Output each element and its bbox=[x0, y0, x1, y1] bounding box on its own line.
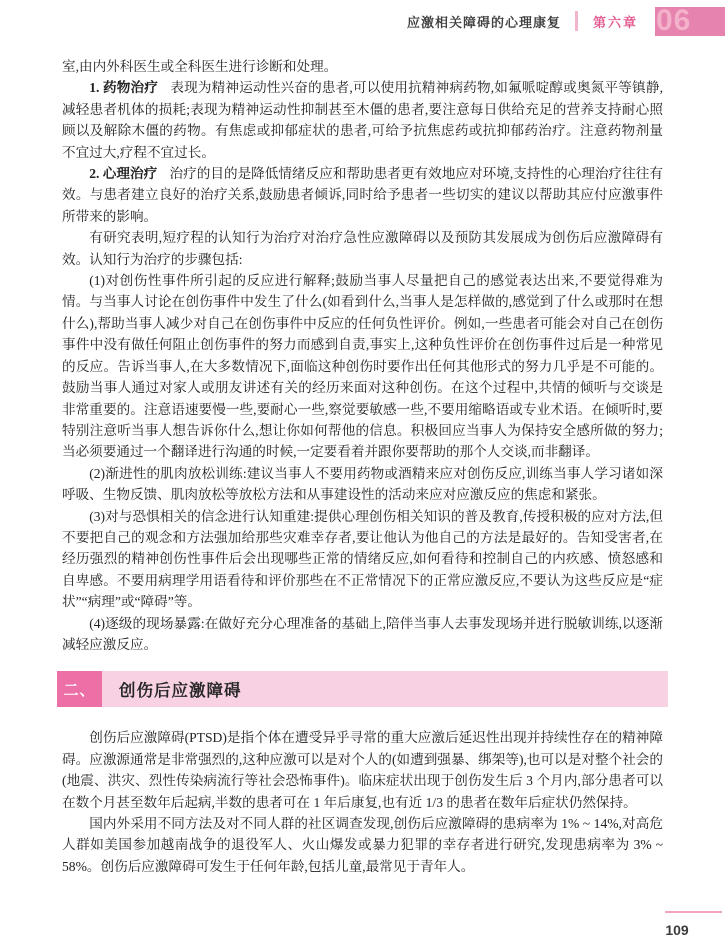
section-body bbox=[62, 727, 663, 877]
paragraph-ptsd-definition: 创伤后应激障碍(PTSD)是指个体在遭受异乎寻常的重大应激后延迟性出现并持续性存在的精神障碍。应激源通常是非常强烈的,这种应激可以是对个人的(如遭到强暴、绑架等),也可以是对整个社会的(地震、洪灾、烈性传染病流行等社会恐怖事件)。临床症状出现于创伤发生后 3 个月内,部分患者可以在数个月甚至数年后起病,半数的患者可在 1 年后康复,也有近 1/3 的患者在数年后症状仍然保持。 bbox=[62, 730, 663, 810]
paragraph-step-3: (3)对与恐惧相关的信念进行认知重建:提供心理创伤相关知识的普及教育,传授积极的应对方法,但不要把自己的观念和方法强加给那些灾难幸存者,要让他认为他自己的方法是最好的。告知受害者,在经历强烈的精神创伤性事件后会出现哪些正常的情绪反应,如何看待和控制自己的内疚感、愤怒感和自卑感。不要用病理学用语看待和评价那些在不正常情况下的正常应激反应,不要认为这些反应是“症状”“病理”或“障碍”等。 bbox=[62, 508, 663, 610]
paragraph-continuation: 室,由内外科医生或全科医生进行诊断和处理。 bbox=[62, 59, 338, 74]
paragraph-step-2: (2)渐进性的肌肉放松训练:建议当事人不要用药物或酒精来应对创伤反应,训练当事人学习诸如深呼吸、生物反馈、肌肉放松等放松方法和从事建设性的活动来应对应激反应的焦虑和紧张。 bbox=[62, 465, 663, 503]
chapter-number: 06 bbox=[656, 6, 692, 36]
paragraph-step-1: (1)对创伤性事件所引起的反应进行解释;鼓励当事人尽量把自己的感觉表达出来,不要觉得难为情。与当事人讨论在创伤事件中发生了什么(如看到什么,当事人是怎样做的,感觉到了什么或那时在想什么),帮助当事人减少对自己在创伤事件中反应的任何负性评价。例如,一些患者可能会对自己在创伤事件中没有做任何阻止创伤事件的努力而感到自责,事实上,这种负性评价在创伤事件过后是一种常见的反应。告诉当事人,在大多数情况下,面临这种创伤时要作出任何其他形式的努力几乎是不可能的。鼓励当事人通过对家人或朋友讲述有关的经历来面对这种创伤。在这个过程中,共情的倾听与交谈是非常重要的。注意语速要慢一些,要耐心一些,察觉要敏感一些,不要用缩略语或专业术语。在倾听时,要特别注意听当事人想告诉你什么,想让你如何帮他的信息。积极回应当事人为保持安全感所做的努力;当必须要通过一个翻译进行沟通的时候,一定要看着并跟你要帮助的那个人交谈,而非翻译。 bbox=[62, 273, 663, 460]
paragraph-text: 表现为精神运动性兴奋的患者,可以使用抗精神病药物,如氟哌啶醇或奥氮平等镇静,减轻患者机体的损耗;表现为精神运动性抑制甚至木僵的患者,要注意每日供给充足的营养支持耐心照顾以及解除木僵的药物。有焦虑或抑郁症状的患者,可给予抗焦虑药或抗抑郁药治疗。注意药物剂量不宜过大,疗程不宜过长。 bbox=[62, 80, 664, 160]
page-number: 109 bbox=[665, 922, 689, 938]
body-text bbox=[62, 56, 663, 877]
section-heading bbox=[57, 671, 668, 707]
paragraph-step-4: (4)逐级的现场暴露:在做好充分心理准备的基础上,陪伴当事人去事发现场并进行脱敏训练,以逐渐减轻应激反应。 bbox=[62, 615, 663, 652]
paragraph-cbt-intro: 有研究表明,短疗程的认知行为治疗对治疗急性应激障碍以及预防其发展成为创伤后应激障碍有效。认知行为治疗的步骤包括: bbox=[62, 230, 663, 267]
paragraph-psychotherapy bbox=[62, 163, 663, 227]
page-header bbox=[0, 6, 725, 36]
paragraph-drug-treatment bbox=[62, 77, 663, 163]
paragraph-ptsd-prevalence: 国内外采用不同方法及对不同人群的社区调查发现,创伤后应激障碍的患病率为 1% ~ 14%,对高危人群如美国参加越南战争的退役军人、火山爆发或暴力犯罪的幸存者进行研究,发现患病率为 3% ~ 58%。创伤后应激障碍可发生于任何年龄,包括儿童,最常见于青年人。 bbox=[62, 816, 663, 874]
chapter-number-badge bbox=[655, 7, 725, 36]
section-title: 创伤后应激障碍 bbox=[119, 682, 242, 701]
header-divider bbox=[575, 11, 578, 31]
paragraph-label: 2. 心理治疗 bbox=[89, 166, 158, 182]
paragraph-text: 治疗的目的是降低情绪反应和帮助患者更有效地应对环境,支持性的心理治疗往往有效。与患者建立良好的治疗关系,鼓励患者倾诉,同时给予患者一些切实的建议以帮助其应付应激事件所带来的影响。 bbox=[62, 166, 663, 224]
footer-rule bbox=[665, 911, 722, 913]
section-marker: 二、 bbox=[57, 671, 102, 707]
chapter-label: 第六章 bbox=[592, 14, 638, 30]
paragraph-label: 1. 药物治疗 bbox=[89, 80, 159, 96]
header-title: 应激相关障碍的心理康复 bbox=[406, 14, 561, 30]
